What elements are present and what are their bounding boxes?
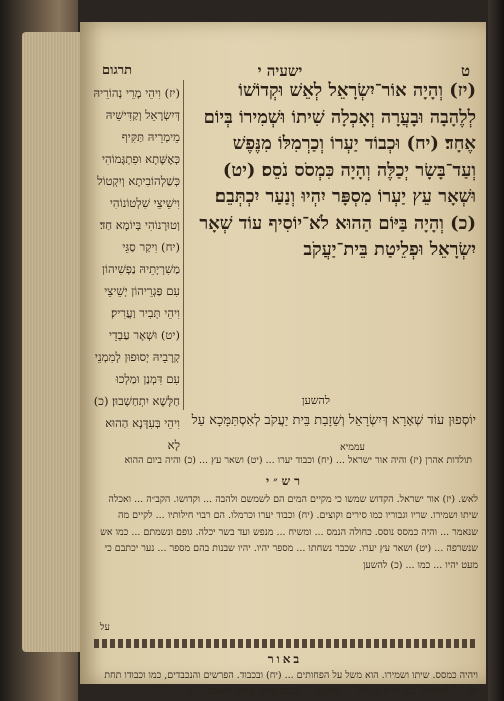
page-stack — [22, 32, 82, 652]
main-catchword: להשען — [301, 394, 330, 407]
facing-page-edge — [488, 0, 504, 701]
book-page — [80, 22, 486, 697]
biur-heading: באור — [267, 652, 303, 666]
targum-header: תרגום — [102, 63, 133, 78]
page-number: ט — [460, 62, 470, 80]
variant-readings-line: תולדות אהרן (יז) והיה אור ישראל ... (יח) וכבוד יערו ... (יט) ושאר עץ ... (כ) והיה ביום ההוא — [124, 455, 472, 466]
rashi-commentary: לאש. (יז) אור ישראל. הקדוש שמשו כי מקיים המים הם לשמשם ולהבה ... וקדושו. הקב״ה ... ואכלה שיתו ושמירו. שריו וגבוריו כמו סירים וקוצים. (יח) וכבוד יערו וכרמלו. הם רבוי חילותיו ... לקיים מה שנאמר ... והיה כמסס נוסס. כחולה הנמס ... ומשיח ... מנפש ועד בשר יכלה. גופם ונשמתם ... כמו אש שנשרפה ... (יט) ושאר עץ יערו. שכבר נשחתו ... מספר יהיו. יהיו שבנות בהם מספר ... נער יכתבם כי מעט יהיו ... כמו ... (כ) להשען — [100, 494, 478, 571]
rashi-catchword: על — [100, 622, 110, 633]
targum-note: עממיא — [340, 442, 365, 453]
targum-column: (יז) וִיהֵי מָרֵי נְהוֹרֵיהּ דְּיִשְׂרָאֵל וְקַדִּישֵׁיהּ מֵימְרֵיהּ תַּקִּיף כְּאֶשָּׁתָא וּפִתְגָּמוֹהִי כְּשַׁלְהוֹבִיתָא וְיִקְטוֹל וִישֵׁיצֵי שִׁלְטוֹנוֹהִי וְטוּרָנוֹהִי בְּיוֹמָא חַד׃ (יח) וִיקַר סַגֵּי מַשִׁרְיָתֵיהּ נַפְשִׁיהוֹן עִם פַּגְרֵיהוֹן יְשֵׁיצֵי וִיהֵי תְּבִיר וַעֲרִיק׃ (יט) וּשְׁאָר עַבְדֵי קְרָבֵיהּ יְסוּפוּן לְמִמְנֵי עִם דִּמְנַן וּמַלְכוּ חַלָּשָׁא יִתְחַשְׁבוּן׃ (כ) וִיהֵי בְּעִדָּנָא הַהוּא לָא — [93, 86, 180, 452]
biur-commentary: ויהיה כמסס. שיתו ושמירו. הוא משל על הפחותים ... (יח) ובכבוד. הפרשים והנכבדים, כמו וכבודו תחת יקד ... והכרמלו, כמו ארץ הכרמל ... והטעם ... כמסס נוסס. נגיפה שיאבד ... כי — [104, 670, 478, 697]
targum-continuation: יוֹסְפוּן עוֹד שְׁאָרָא דְּיִשְׂרָאֵל וְשֵׁזָבַת בֵּית יַעֲקֹב לְאִסְתַּמָּכָא עַל — [191, 413, 476, 428]
column-divider — [183, 80, 184, 410]
main-text-column: (יז) וְהָיָה אוֹר־יִשְׂרָאֵל לְאֵשׁ וּקְדוֹשׁוֹ לְלֶהָבָה וּבָעֲרָה וְאָכְלָה שִׁיתוֹ וּשְׁמִירוֹ בְּיוֹם אֶחָד׃ (יח) וּכְבוֹד יַעְרוֹ וְכַרְמִלּוֹ מִנֶּפֶשׁ וְעַד־בָּשָׂר יְכַלֶּה וְהָיָה כִּמְסֹס נֹסֵס׃ (יט) וּשְׁאָר עֵץ יַעְרוֹ מִסְפָּר יִהְיוּ וְנַעַר יִכְתְּבֵם׃ (כ) וְהָיָה בַּיּוֹם הַהוּא לֹא־יוֹסִיף עוֹד שְׁאָר יִשְׂרָאֵל וּפְלֵיטַת בֵּית־יַעֲקֹב — [199, 80, 476, 260]
ornamental-divider — [94, 639, 478, 648]
rashi-heading: רש״י — [265, 474, 305, 488]
book-chapter-header: ישעיה י — [257, 62, 303, 80]
